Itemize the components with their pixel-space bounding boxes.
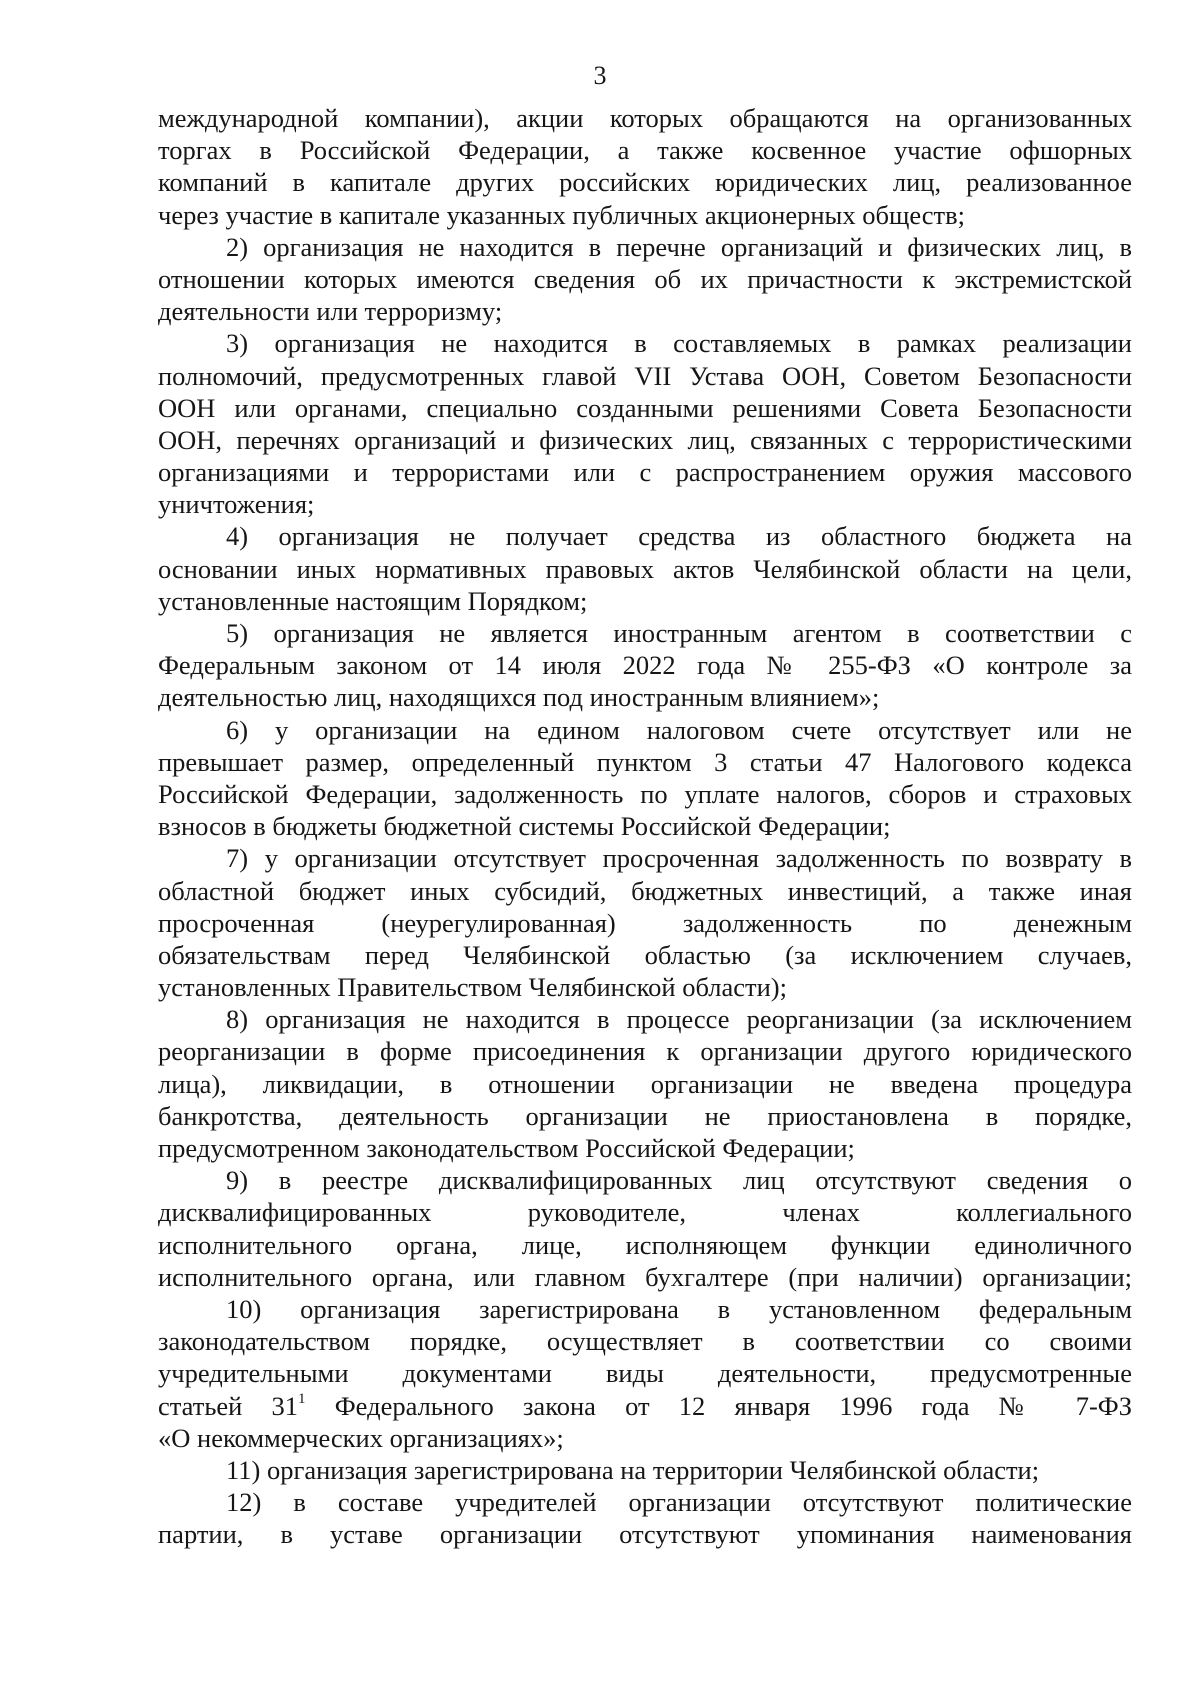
paragraph-first-line: 4) организация не получает средства из областного бюджета на — [226, 521, 1132, 552]
text-line: деятельности или терроризму; — [158, 296, 503, 327]
text-line: дисквалифицированных руководителе, членах коллегиального — [158, 1197, 1132, 1228]
text-line: банкротства, деятельность организации не приостановлена в порядке, — [158, 1100, 1132, 1131]
paragraph-first-line: 11) организация зарегистрирована на территории Челябинской области; — [226, 1454, 1040, 1485]
text-line: организациями и террористами или с распространением оружия массового — [158, 457, 1132, 488]
page-number: 3 — [593, 61, 607, 90]
text-line: Российской Федерации, задолженность по уплате налогов, сборов и страховых — [158, 778, 1132, 809]
text-line: лица), ликвидации, в отношении организации не введена процедура — [158, 1068, 1132, 1099]
text-line: законодательством порядке, осуществляет в соответствии со своими — [158, 1326, 1132, 1357]
text-line: учредительными документами виды деятельности, предусмотренные — [158, 1358, 1132, 1389]
text-line: деятельностью лиц, находящихся под иностранным влиянием»; — [158, 682, 880, 713]
text-segment: статьей 31 — [158, 1390, 299, 1421]
paragraph-first-line: 8) организация не находится в процессе реорганизации (за исключением — [226, 1004, 1132, 1035]
text-line: компаний в капитале других российских юридических лиц, реализованное — [158, 167, 1132, 198]
superscript: 1 — [298, 1390, 306, 1407]
paragraph-first-line: 3) организация не находится в составляемых в рамках реализации — [226, 328, 1132, 359]
text-line: установленных Правительством Челябинской области); — [158, 972, 787, 1003]
document-body — [158, 102, 1132, 1550]
text-line: через участие в капитале указанных публичных акционерных обществ; — [158, 199, 966, 230]
text-line: «О некоммерческих организациях»; — [158, 1422, 564, 1453]
text-line: предусмотренном законодательством Российской Федерации; — [158, 1133, 855, 1163]
paragraph-first-line: 7) у организации отсутствует просроченная задолженность по возврату в — [226, 843, 1132, 874]
text-line: уничтожения; — [158, 489, 315, 520]
paragraph-first-line: 5) организация не является иностранным агентом в соответствии с — [226, 618, 1132, 648]
text-line: торгах в Российской Федерации, а также косвенное участие офшорных — [158, 135, 1132, 166]
text-line: обязательствам перед Челябинской областью (за исключением случаев, — [158, 939, 1132, 970]
text-line: ООН или органами, специально созданными решениями Совета Безопасности — [158, 392, 1132, 423]
text-line: исполнительного органа, лице, исполняющем функции единоличного — [158, 1229, 1132, 1260]
paragraph-first-line: 2) организация не находится в перечне организаций и физических лиц, в — [226, 231, 1132, 262]
text-line: взносов в бюджеты бюджетной системы Российской Федерации; — [158, 811, 891, 842]
text-line: реорганизации в форме присоединения к организации другого юридического — [158, 1036, 1132, 1067]
text-line: установленные настоящим Порядком; — [158, 585, 588, 616]
paragraph-first-line: 9) в реестре дисквалифицированных лиц отсутствуют сведения о — [226, 1165, 1132, 1196]
text-line: полномочий, предусмотренных главой VII Устава ООН, Советом Безопасности — [158, 360, 1132, 391]
text-line: основании иных нормативных правовых актов Челябинской области на цели, — [158, 553, 1132, 584]
text-line: превышает размер, определенный пунктом 3 статьи 47 Налогового кодекса — [158, 746, 1132, 777]
text-line: международной компании), акции которых обращаются на организованных — [158, 103, 1132, 133]
text-segment: Федерального закона от 12 января 1996 года № 7-ФЗ — [305, 1390, 1133, 1421]
paragraph-first-line: 10) организация зарегистрирована в установленном федеральным — [226, 1293, 1132, 1324]
text-line: отношении которых имеются сведения об их причастности к экстремистской — [158, 263, 1132, 294]
text-line: Федеральным законом от 14 июля 2022 года № 255-ФЗ «О контроле за — [158, 650, 1132, 681]
text-line: ООН, перечнях организаций и физических лиц, связанных с террористическими — [158, 424, 1132, 455]
paragraph-first-line: 12) в составе учредителей организации отсутствуют политические — [226, 1487, 1132, 1518]
text-line: просроченная (неурегулированная) задолженность по денежным — [158, 907, 1132, 938]
text-line: партии, в уставе организации отсутствуют упоминания наименования — [158, 1519, 1132, 1550]
text-line: исполнительного органа, или главном бухгалтере (при наличии) организации; — [158, 1261, 1132, 1292]
text-line — [158, 1390, 1132, 1422]
paragraph-first-line: 6) у организации на едином налоговом счете отсутствует или не — [226, 714, 1132, 745]
text-line: областной бюджет иных субсидий, бюджетных инвестиций, а также иная — [158, 875, 1132, 906]
